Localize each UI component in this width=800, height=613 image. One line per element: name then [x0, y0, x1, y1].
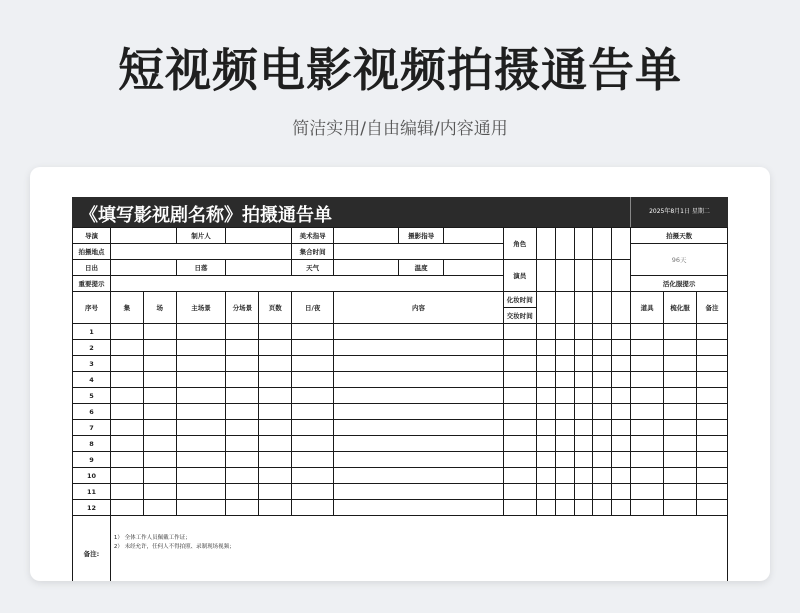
table-cell[interactable] [555, 420, 574, 436]
table-cell[interactable] [292, 452, 334, 468]
table-cell[interactable] [664, 404, 697, 420]
table-cell[interactable] [593, 468, 612, 484]
table-row [73, 404, 728, 420]
table-cell[interactable] [226, 324, 259, 340]
table-cell[interactable] [176, 468, 226, 484]
table-cell[interactable] [536, 404, 555, 420]
table-cell[interactable] [503, 324, 536, 340]
table-cell[interactable] [574, 484, 593, 500]
table-cell[interactable] [503, 468, 536, 484]
table-cell[interactable] [574, 500, 593, 516]
row-number: 2 [73, 340, 111, 356]
table-cell[interactable] [696, 468, 727, 484]
producer-value[interactable] [226, 228, 292, 244]
label-sunrise: 日出 [73, 260, 111, 276]
cinematographer-value[interactable] [444, 228, 503, 243]
table-cell[interactable] [110, 436, 143, 452]
table-cell[interactable] [503, 452, 536, 468]
table-cell[interactable] [664, 356, 697, 372]
table-cell[interactable] [612, 500, 631, 516]
table-cell[interactable] [574, 420, 593, 436]
shoot-days-value[interactable]: 96天 [631, 244, 728, 276]
role-cell-5[interactable] [612, 228, 631, 260]
table-cell[interactable] [176, 324, 226, 340]
table-cell[interactable] [536, 452, 555, 468]
label-producer: 制片人 [176, 228, 226, 244]
table-cell[interactable] [110, 404, 143, 420]
table-cell[interactable] [631, 468, 664, 484]
table-cell[interactable] [334, 324, 504, 340]
table-cell[interactable] [664, 468, 697, 484]
label-makeup-time: 化妆时间 [503, 292, 536, 308]
table-cell[interactable] [334, 484, 504, 500]
table-cell[interactable] [259, 324, 292, 340]
table-cell[interactable] [110, 452, 143, 468]
table-cell[interactable] [176, 356, 226, 372]
table-cell[interactable] [574, 404, 593, 420]
table-cell[interactable] [612, 404, 631, 420]
table-cell[interactable] [631, 404, 664, 420]
role-cell-4[interactable] [593, 228, 612, 260]
table-cell[interactable] [574, 340, 593, 356]
label-location: 拍摄地点 [73, 244, 111, 260]
table-cell[interactable] [555, 372, 574, 388]
table-cell[interactable] [536, 484, 555, 500]
table-cell[interactable] [555, 324, 574, 340]
table-cell[interactable] [612, 372, 631, 388]
table-cell[interactable] [696, 324, 727, 340]
table-cell[interactable] [631, 340, 664, 356]
col-day-night: 日/夜 [292, 292, 334, 324]
table-cell[interactable] [503, 500, 536, 516]
table-cell[interactable] [110, 324, 143, 340]
col-costume: 梳化服 [664, 292, 697, 324]
table-cell[interactable] [176, 388, 226, 404]
table-cell[interactable] [110, 388, 143, 404]
table-cell[interactable] [143, 340, 176, 356]
table-cell[interactable] [664, 436, 697, 452]
table-cell[interactable] [143, 484, 176, 500]
role-cell-3[interactable] [574, 228, 593, 260]
label-call-time: 集合时间 [292, 244, 334, 260]
table-cell[interactable] [226, 452, 259, 468]
row-number: 5 [73, 388, 111, 404]
table-cell[interactable] [574, 324, 593, 340]
table-cell[interactable] [593, 340, 612, 356]
table-cell[interactable] [503, 356, 536, 372]
role-cell-1[interactable] [536, 228, 555, 260]
table-cell[interactable] [110, 340, 143, 356]
col-pages: 页数 [259, 292, 292, 324]
table-cell[interactable] [574, 372, 593, 388]
table-cell[interactable] [631, 436, 664, 452]
row-number: 9 [73, 452, 111, 468]
table-cell[interactable] [696, 484, 727, 500]
table-cell[interactable] [259, 452, 292, 468]
table-cell[interactable] [536, 356, 555, 372]
row-number: 11 [73, 484, 111, 500]
table-cell[interactable] [292, 484, 334, 500]
table-cell[interactable] [664, 420, 697, 436]
table-cell[interactable] [696, 372, 727, 388]
table-cell[interactable] [574, 452, 593, 468]
table-cell[interactable] [292, 468, 334, 484]
note-line-2: 2） 未经允许，任何人不得拍照、录制现场视频； [113, 544, 235, 550]
row-number: 7 [73, 420, 111, 436]
table-cell[interactable] [612, 420, 631, 436]
table-cell[interactable] [536, 436, 555, 452]
table-cell[interactable] [664, 340, 697, 356]
table-cell[interactable] [503, 436, 536, 452]
table-cell[interactable] [612, 324, 631, 340]
table-cell[interactable] [334, 404, 504, 420]
time-cell-5[interactable] [612, 292, 631, 324]
table-cell[interactable] [696, 436, 727, 452]
table-cell[interactable] [696, 500, 727, 516]
table-cell[interactable] [696, 356, 727, 372]
time-cell-2[interactable] [555, 292, 574, 324]
table-cell[interactable] [259, 500, 292, 516]
table-cell[interactable] [226, 356, 259, 372]
table-cell[interactable] [259, 468, 292, 484]
table-cell[interactable] [664, 484, 697, 500]
table-cell[interactable] [226, 372, 259, 388]
table-cell[interactable] [555, 436, 574, 452]
actor-cell-2[interactable] [555, 260, 574, 292]
table-cell[interactable] [143, 468, 176, 484]
col-no: 序号 [73, 292, 111, 324]
table-cell[interactable] [631, 356, 664, 372]
sunset-value[interactable] [226, 260, 292, 276]
page-subtitle: 简洁实用/自由编辑/内容通用 [292, 119, 508, 139]
table-cell[interactable] [612, 340, 631, 356]
table-cell[interactable] [612, 388, 631, 404]
table-cell[interactable] [334, 356, 504, 372]
table-cell[interactable] [696, 420, 727, 436]
table-cell[interactable] [555, 500, 574, 516]
table-cell[interactable] [664, 388, 697, 404]
row-number: 12 [73, 500, 111, 516]
table-cell[interactable] [503, 404, 536, 420]
table-cell[interactable] [593, 372, 612, 388]
table-cell[interactable] [503, 388, 536, 404]
table-cell[interactable] [593, 324, 612, 340]
row-number: 6 [73, 404, 111, 420]
table-cell[interactable] [612, 468, 631, 484]
sheet-header [72, 197, 728, 227]
table-cell[interactable] [536, 372, 555, 388]
table-cell[interactable] [226, 388, 259, 404]
time-cell-4[interactable] [593, 292, 612, 324]
col-main-scene: 主场景 [176, 292, 226, 324]
table-cell[interactable] [143, 404, 176, 420]
table-cell[interactable] [631, 324, 664, 340]
table-cell[interactable] [259, 436, 292, 452]
time-cell-3[interactable] [574, 292, 593, 324]
sheet-title[interactable]: 《填写影视剧名称》拍摄通告单 [80, 205, 332, 226]
table-cell[interactable] [631, 388, 664, 404]
row-number: 10 [73, 468, 111, 484]
table-cell[interactable] [292, 388, 334, 404]
table-cell[interactable] [536, 500, 555, 516]
label-role: 角色 [503, 228, 536, 260]
table-cell[interactable] [334, 340, 504, 356]
label-sunset: 日落 [176, 260, 226, 276]
table-cell[interactable] [555, 340, 574, 356]
table-cell[interactable] [176, 484, 226, 500]
row-number: 8 [73, 436, 111, 452]
table-cell[interactable] [593, 452, 612, 468]
table-row [73, 324, 728, 340]
table-cell[interactable] [593, 420, 612, 436]
table-cell[interactable] [259, 420, 292, 436]
table-cell[interactable] [334, 436, 504, 452]
col-props: 道具 [631, 292, 664, 324]
table-cell[interactable] [696, 404, 727, 420]
table-cell[interactable] [696, 388, 727, 404]
table-cell[interactable] [593, 388, 612, 404]
location-value[interactable] [110, 244, 291, 260]
table-cell[interactable] [292, 340, 334, 356]
label-handover-time: 交妆时间 [503, 308, 536, 324]
table-cell[interactable] [292, 372, 334, 388]
actor-cell-3[interactable] [574, 260, 593, 292]
label-costume-tip: 活化服提示 [631, 276, 728, 292]
row-number: 1 [73, 324, 111, 340]
table-cell[interactable] [334, 452, 504, 468]
table-cell[interactable] [696, 452, 727, 468]
table-cell[interactable] [574, 436, 593, 452]
table-cell[interactable] [143, 420, 176, 436]
table-cell[interactable] [110, 484, 143, 500]
table-cell[interactable] [612, 484, 631, 500]
call-sheet [72, 197, 728, 581]
table-cell[interactable] [110, 468, 143, 484]
table-cell[interactable] [110, 372, 143, 388]
table-cell[interactable] [259, 356, 292, 372]
table-cell[interactable] [176, 404, 226, 420]
table-cell[interactable] [696, 340, 727, 356]
table-cell[interactable] [536, 340, 555, 356]
table-cell[interactable] [259, 484, 292, 500]
table-cell[interactable] [226, 484, 259, 500]
table-cell[interactable] [631, 452, 664, 468]
actor-cell-1[interactable] [536, 260, 555, 292]
table-cell[interactable] [176, 436, 226, 452]
table-cell[interactable] [143, 452, 176, 468]
table-cell[interactable] [226, 340, 259, 356]
table-cell[interactable] [143, 324, 176, 340]
label-director: 导演 [73, 228, 111, 244]
table-cell[interactable] [176, 340, 226, 356]
label-temperature: 温度 [399, 260, 444, 275]
col-content: 内容 [334, 292, 504, 324]
table-cell[interactable] [334, 468, 504, 484]
table-cell[interactable] [503, 340, 536, 356]
table-cell[interactable] [259, 372, 292, 388]
table-row [73, 388, 728, 404]
table-cell[interactable] [631, 372, 664, 388]
table-cell[interactable] [334, 500, 504, 516]
table-cell[interactable] [574, 388, 593, 404]
table-cell[interactable] [536, 468, 555, 484]
table-cell[interactable] [555, 452, 574, 468]
table-cell[interactable] [555, 388, 574, 404]
art-director-value[interactable] [334, 228, 399, 243]
table-cell[interactable] [143, 356, 176, 372]
table-cell[interactable] [631, 484, 664, 500]
table-row [73, 372, 728, 388]
label-art-director: 美术指导 [292, 228, 334, 244]
table-cell[interactable] [226, 436, 259, 452]
important-value[interactable] [110, 276, 503, 292]
table-cell[interactable] [574, 356, 593, 372]
table-cell[interactable] [503, 372, 536, 388]
table-cell[interactable] [555, 356, 574, 372]
weather-cell[interactable] [334, 260, 504, 276]
role-cell-2[interactable] [555, 228, 574, 260]
table-row [73, 468, 728, 484]
table-row [73, 484, 728, 500]
table-row [73, 356, 728, 372]
table-cell[interactable] [110, 420, 143, 436]
notes-label: 备注: [73, 516, 111, 582]
time-cell-1[interactable] [536, 292, 555, 324]
table-cell[interactable] [503, 484, 536, 500]
table-cell[interactable] [536, 324, 555, 340]
table-cell[interactable] [226, 468, 259, 484]
label-actor: 演员 [503, 260, 536, 292]
table-cell[interactable] [292, 404, 334, 420]
table-cell[interactable] [259, 388, 292, 404]
table-cell[interactable] [334, 372, 504, 388]
table-cell[interactable] [110, 356, 143, 372]
sunrise-value[interactable] [110, 260, 176, 276]
table-cell[interactable] [334, 388, 504, 404]
call-sheet-table [72, 227, 728, 581]
art-director-cell[interactable] [334, 228, 504, 244]
table-cell[interactable] [292, 356, 334, 372]
table-cell[interactable] [292, 420, 334, 436]
table-cell[interactable] [143, 388, 176, 404]
label-important: 重要提示 [73, 276, 111, 292]
table-cell[interactable] [631, 420, 664, 436]
col-scene: 场 [143, 292, 176, 324]
col-episode: 集 [110, 292, 143, 324]
table-cell[interactable] [593, 500, 612, 516]
table-row [73, 420, 728, 436]
note-line-1: 1） 全体工作人员佩戴工作证； [113, 535, 191, 541]
table-cell[interactable] [664, 500, 697, 516]
weather-value[interactable] [334, 260, 399, 275]
table-cell[interactable] [292, 436, 334, 452]
table-row [73, 340, 728, 356]
table-cell[interactable] [593, 436, 612, 452]
col-remark: 备注 [696, 292, 727, 324]
table-cell[interactable] [664, 372, 697, 388]
notes-cell[interactable] [110, 516, 727, 582]
sheet-date[interactable]: 2025年8月1日 星期二 [649, 208, 710, 215]
row-number: 4 [73, 372, 111, 388]
actor-cell-5[interactable] [612, 260, 631, 292]
table-cell[interactable] [259, 340, 292, 356]
table-cell[interactable] [536, 388, 555, 404]
table-cell[interactable] [259, 404, 292, 420]
table-cell[interactable] [334, 420, 504, 436]
table-cell[interactable] [555, 484, 574, 500]
table-cell[interactable] [176, 452, 226, 468]
director-value[interactable] [110, 228, 176, 244]
table-row [73, 452, 728, 468]
table-cell[interactable] [226, 500, 259, 516]
call-time-value[interactable] [334, 244, 504, 260]
label-weather: 天气 [292, 260, 334, 276]
row-number: 3 [73, 356, 111, 372]
table-cell[interactable] [555, 404, 574, 420]
actor-cell-4[interactable] [593, 260, 612, 292]
table-cell[interactable] [503, 420, 536, 436]
table-cell[interactable] [110, 500, 143, 516]
table-cell[interactable] [176, 372, 226, 388]
table-cell[interactable] [226, 420, 259, 436]
label-cinematographer: 摄影指导 [399, 228, 444, 243]
temperature-value[interactable] [444, 260, 503, 275]
table-row [73, 500, 728, 516]
table-cell[interactable] [612, 452, 631, 468]
table-cell[interactable] [593, 356, 612, 372]
table-cell[interactable] [143, 372, 176, 388]
table-cell[interactable] [612, 436, 631, 452]
table-cell[interactable] [631, 500, 664, 516]
table-cell[interactable] [612, 356, 631, 372]
table-cell[interactable] [143, 500, 176, 516]
table-cell[interactable] [555, 468, 574, 484]
table-cell[interactable] [292, 324, 334, 340]
table-cell[interactable] [176, 500, 226, 516]
page-title: 短视频电影视频拍摄通告单 [118, 43, 682, 97]
table-cell[interactable] [176, 420, 226, 436]
col-sub-scene: 分场景 [226, 292, 259, 324]
table-cell[interactable] [664, 324, 697, 340]
label-shoot-days: 拍摄天数 [631, 228, 728, 244]
table-cell[interactable] [574, 468, 593, 484]
table-cell[interactable] [226, 404, 259, 420]
table-cell[interactable] [593, 484, 612, 500]
table-cell[interactable] [593, 404, 612, 420]
table-cell[interactable] [292, 500, 334, 516]
table-row [73, 436, 728, 452]
table-cell[interactable] [536, 420, 555, 436]
table-cell[interactable] [664, 452, 697, 468]
preview-card [30, 167, 770, 581]
table-cell[interactable] [143, 436, 176, 452]
